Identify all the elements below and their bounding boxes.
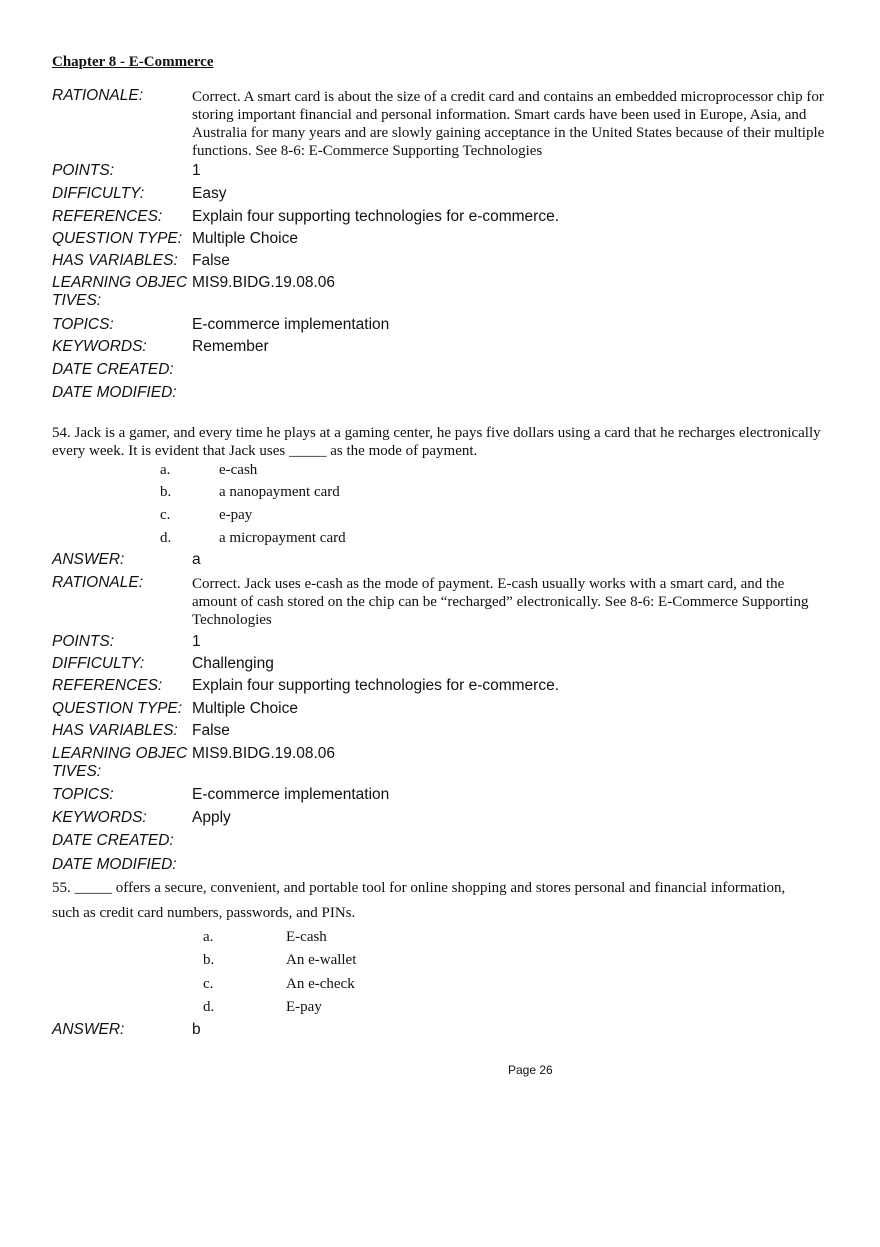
q54-rationale: Correct. Jack uses e-cash as the mode of payment. E-cash usually works with a smart card, and the amount of cash stored on the chip can be “recharged” electronically. See 8-6: E-Commerce Supporting Technologies	[192, 576, 809, 628]
q53-difficulty: Easy	[192, 185, 227, 202]
points-label: POINTS:	[52, 162, 115, 179]
question-type-label: QUESTION TYPE:	[52, 230, 183, 247]
rationale-label: RATIONALE:	[52, 574, 144, 591]
q55-answer: b	[192, 1021, 201, 1038]
difficulty-label: DIFFICULTY:	[52, 655, 145, 672]
learning-objectives-label: LEARNING OBJEC	[52, 274, 188, 291]
has-variables-label: HAS VARIABLES:	[52, 722, 178, 739]
answer-label: ANSWER:	[52, 551, 125, 568]
q53-rationale: Correct. A smart card is about the size of a credit card and contains an embedded microprocessor chip for storing important financial and personal information. Smart cards have been used in Europe, Asia, and Australia for many years and are slowly gaining acceptance in the United States because of their multiple functions. See 8-6: E-Commerce Supporting Technologies	[192, 89, 825, 159]
chapter-title: Chapter 8 - E-Commerce	[52, 54, 214, 70]
q53-references: Explain four supporting technologies for e-commerce.	[192, 208, 560, 225]
q54-answer: a	[192, 551, 201, 568]
q54-references: Explain four supporting technologies for e-commerce.	[192, 677, 560, 694]
has-variables-label: HAS VARIABLES:	[52, 252, 178, 269]
q54-question-type: Multiple Choice	[192, 700, 298, 717]
q54-option-text: a micropayment card	[219, 530, 346, 546]
q55-option-text: E-cash	[286, 929, 327, 945]
references-label: REFERENCES:	[52, 677, 163, 694]
q54-topics: E-commerce implementation	[192, 786, 390, 803]
references-label: REFERENCES:	[52, 208, 163, 225]
q53-question-type: Multiple Choice	[192, 230, 298, 247]
q54-option-letter: b.	[160, 484, 172, 500]
q54-question: 54. Jack is a gamer, and every time he plays at a gaming center, he pays five dollars using a card that he recharges electronically every week. It is evident that Jack uses _____ as the mode of payment.	[52, 425, 821, 459]
q54-option-text: a nanopayment card	[219, 484, 340, 500]
q53-has-variables: False	[192, 252, 230, 269]
q54-option-letter: c.	[160, 507, 171, 523]
answer-label: ANSWER:	[52, 1021, 125, 1038]
q55-option-letter: c.	[203, 976, 214, 992]
q54-difficulty: Challenging	[192, 655, 274, 672]
question-type-label: QUESTION TYPE:	[52, 700, 183, 717]
date-created-label: DATE CREATED:	[52, 832, 174, 849]
q54-option-text: e-cash	[219, 462, 258, 478]
q55-option-letter: a.	[203, 929, 214, 945]
q55-option-text: E-pay	[286, 999, 322, 1015]
q54-learning-objectives: MIS9.BIDG.19.08.06	[192, 745, 336, 762]
q55-option-text: An e-check	[286, 976, 355, 992]
q54-keywords: Apply	[192, 809, 231, 826]
q54-option-letter: a.	[160, 462, 171, 478]
q55-option-text: An e-wallet	[286, 952, 357, 968]
date-modified-label: DATE MODIFIED:	[52, 384, 177, 401]
q55-option-letter: d.	[203, 999, 215, 1015]
q53-topics: E-commerce implementation	[192, 316, 390, 333]
q55-option-letter: b.	[203, 952, 215, 968]
difficulty-label: DIFFICULTY:	[52, 185, 145, 202]
q54-has-variables: False	[192, 722, 230, 739]
q55-question-line1: 55. _____ offers a secure, convenient, and portable tool for online shopping and stores personal and financial information,	[52, 880, 786, 896]
topics-label: TOPICS:	[52, 316, 114, 333]
keywords-label: KEYWORDS:	[52, 809, 147, 826]
learning-objectives-label-cont: TIVES:	[52, 763, 102, 780]
q54-points: 1	[192, 633, 201, 650]
q53-learning-objectives: MIS9.BIDG.19.08.06	[192, 274, 336, 291]
learning-objectives-label: LEARNING OBJEC	[52, 745, 188, 762]
rationale-label: RATIONALE:	[52, 87, 144, 104]
q55-question-line2: such as credit card numbers, passwords, and PINs.	[52, 905, 356, 921]
q54-option-text: e-pay	[219, 507, 253, 523]
q54-option-letter: d.	[160, 530, 172, 546]
date-created-label: DATE CREATED:	[52, 361, 174, 378]
q53-points: 1	[192, 162, 201, 179]
q53-keywords: Remember	[192, 338, 269, 355]
keywords-label: KEYWORDS:	[52, 338, 147, 355]
topics-label: TOPICS:	[52, 786, 114, 803]
page-number: Page 26	[508, 1063, 553, 1077]
points-label: POINTS:	[52, 633, 115, 650]
learning-objectives-label-cont: TIVES:	[52, 292, 102, 309]
date-modified-label: DATE MODIFIED:	[52, 856, 177, 873]
